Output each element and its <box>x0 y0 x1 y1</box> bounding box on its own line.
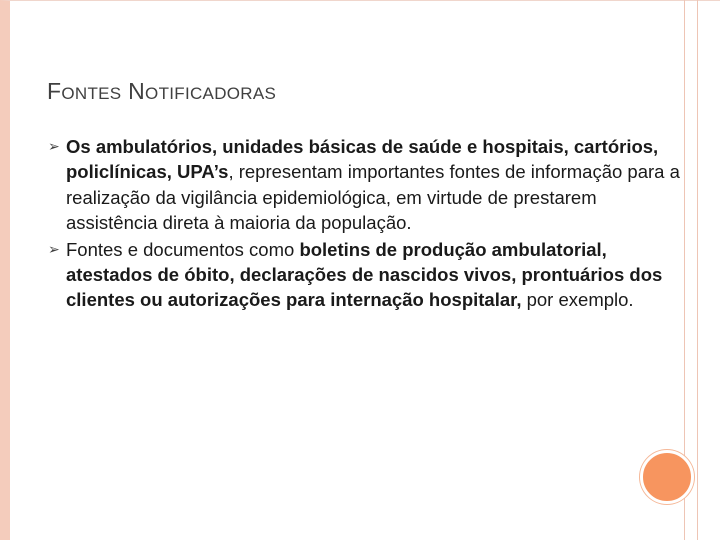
title-rest-2: OTIFICADORAS <box>145 84 277 103</box>
bullet-list <box>48 134 688 314</box>
arrow-bullet-icon: ➢ <box>48 240 60 257</box>
decorative-circle <box>640 450 694 504</box>
slide-title <box>47 78 276 105</box>
title-cap-1: F <box>47 78 62 104</box>
arrow-bullet-icon: ➢ <box>48 138 60 154</box>
bullet-1-bold-text: Os ambulatórios, unidades básicas de saúde e hospitais, cartórios, policlínicas, UPA’s <box>66 136 659 183</box>
title-rest-1: ONTES <box>61 84 122 103</box>
list-item <box>48 237 688 313</box>
title-cap-2: N <box>128 78 146 104</box>
bullet-2-text-start: Fontes e documentos como <box>66 238 300 260</box>
bullet-2-text-end: por exemplo. <box>521 289 634 311</box>
list-item <box>48 134 688 236</box>
bullet-2-bold-text: boletins de produção ambulatorial, atestados de óbito, declarações de nascidos vivos, prontuários dos clientes ou autorizações para internação hospitalar, <box>66 238 663 311</box>
bullet-1-text: , representam importantes fontes de informação para a realização da vigilância epidemiológica, em virtude de prestarem assistência direta à maioria da população. <box>66 161 680 234</box>
